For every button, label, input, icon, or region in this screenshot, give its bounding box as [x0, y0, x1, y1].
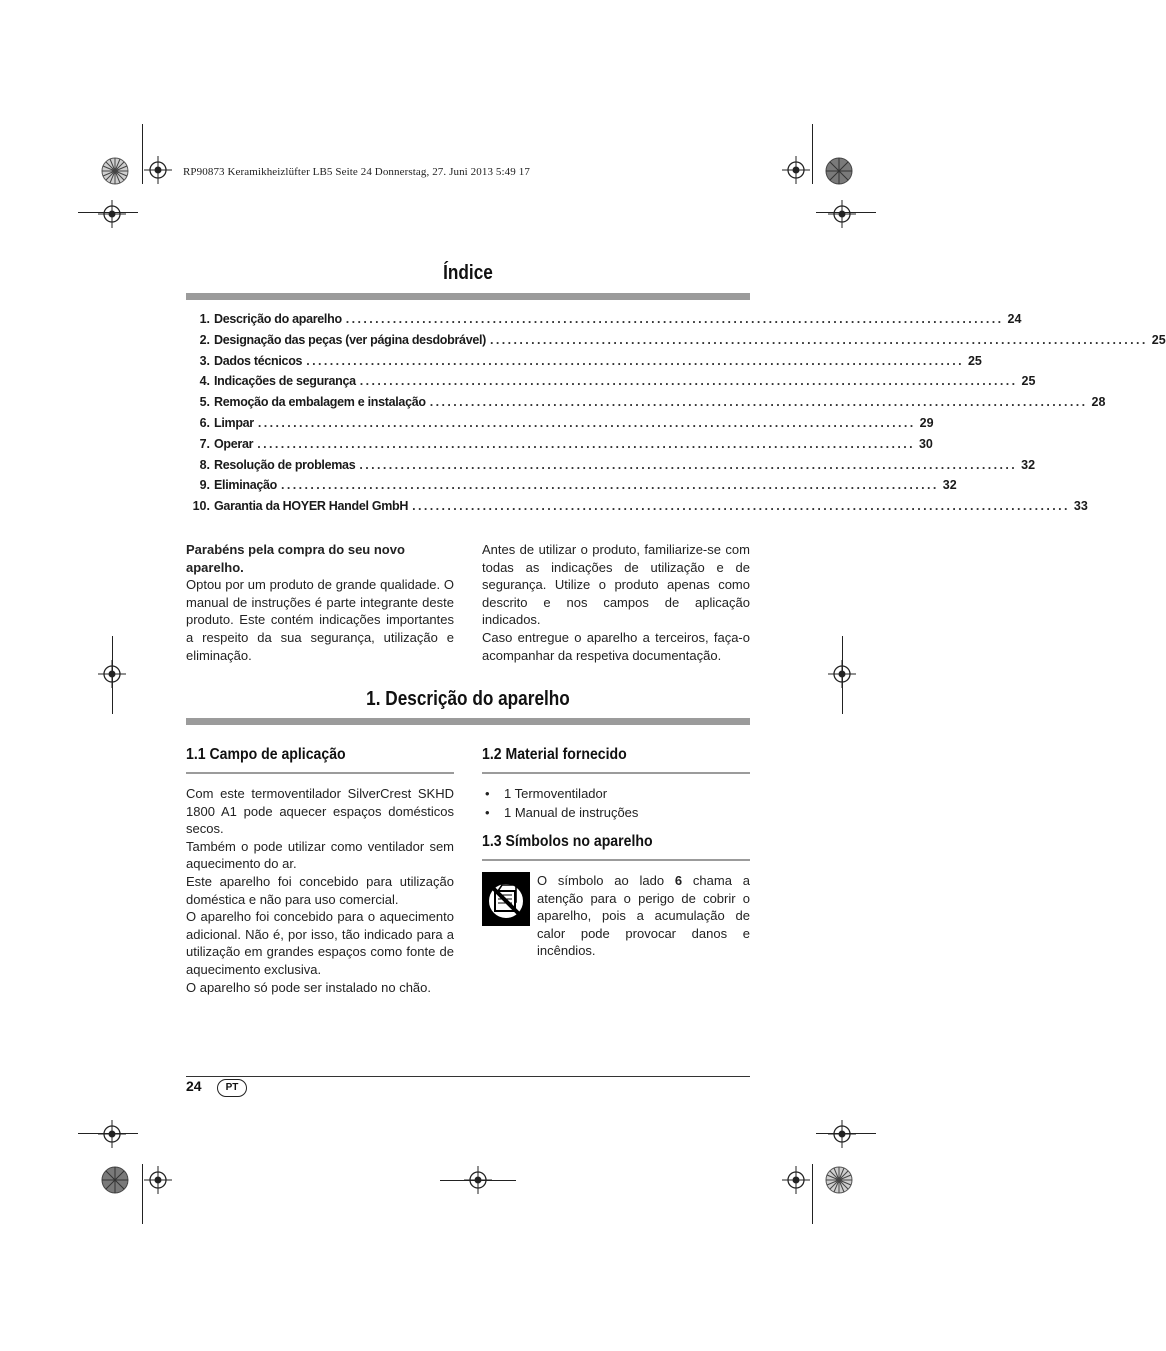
registration-target-icon [828, 1120, 856, 1148]
toc-entry[interactable]: 1. Descrição do aparelho ................................................................................................................ 24 [199, 312, 1022, 326]
language-badge: PT [217, 1079, 247, 1097]
index-title: Índice [443, 262, 493, 284]
registration-target-icon [98, 660, 126, 688]
intro-paragraph: Caso entregue o aparelho a terceiros, faça-o acompanhar da respetiva documentação. [482, 629, 750, 663]
crop-mark [812, 1164, 813, 1224]
registration-target-icon [144, 156, 172, 184]
crop-mark [812, 124, 813, 184]
color-star-target-icon [825, 157, 853, 185]
toc-entry[interactable]: 6. Limpar ................................................................................................................ 29 [199, 415, 934, 430]
intro-left-column [186, 541, 454, 664]
supplied-items-list [482, 784, 750, 822]
subsection-title: 1.1 Campo de aplicação [186, 746, 346, 763]
registration-target-icon [782, 156, 810, 184]
section-title: 1. Descrição do aparelho [366, 688, 570, 710]
color-star-target-icon [825, 1166, 853, 1194]
subsection-rule [482, 772, 750, 774]
registration-target-icon [828, 200, 856, 228]
toc-entry[interactable]: 9. Eliminação ................................................................................................................ 32 [199, 478, 957, 493]
part-number: 6 [674, 873, 683, 888]
registration-target-icon [144, 1166, 172, 1194]
registration-target-icon [828, 660, 856, 688]
toc-entry[interactable]: 5. Remoção da embalagem e instalação ................................................................................................................ 28 [199, 395, 1106, 410]
usage-text: Com este termoventilador SilverCrest SKHD 1800 A1 pode aquecer espaços domésticos secos. Também o pode utilizar como ventilador sem aquecimento do ar. Este aparelho foi concebido para utilização doméstica e não para uso comercial. O aparelho foi concebido para o aquecimento adicional. Não é, por isso, tão indicado para a utilização em grandes espaços como fonte de aquecimento exclusiva. O aparelho só pode ser instalado no chão. [186, 786, 454, 995]
list-item: • 1 Manual de instruções [482, 803, 750, 822]
intro-heading: Parabéns pela compra do seu novo aparelho. [186, 542, 405, 575]
subsection-title: 1.2 Material fornecido [482, 746, 627, 763]
toc-entry[interactable]: 3. Dados técnicos ................................................................................................................ 25 [199, 353, 982, 368]
registration-target-icon [464, 1166, 492, 1194]
print-slug-header: RP90873 Keramikheizlüfter LB5 Seite 24 Donnerstag, 27. Juni 2013 5:49 17 [183, 166, 530, 178]
crop-mark [142, 124, 143, 184]
subsection-title: 1.3 Símbolos no aparelho [482, 833, 653, 850]
registration-target-icon [98, 200, 126, 228]
do-not-cover-icon [482, 872, 530, 926]
toc-entry[interactable]: 2. Designação das peças (ver página desdobrável) ................................................................................................................ 25 [199, 332, 1166, 347]
intro-paragraph: Antes de utilizar o produto, familiarize-se com todas as indicações de utilização e de segurança. Utilize o produto apenas como descrito e nos campos de aplicação indicados. [482, 542, 750, 628]
table-of-contents [186, 312, 1166, 520]
footer-rule [186, 1076, 750, 1077]
symbol-description: O símbolo ao lado 6 chama a atenção para o perigo de cobrir o aparelho, pois a acumulação de calor pode provocar danos e incêndios. [537, 873, 750, 959]
color-star-target-icon [101, 1166, 129, 1194]
list-item: • 1 Termoventilador [482, 784, 750, 803]
toc-entry[interactable]: 7. Operar ................................................................................................................ 30 [199, 436, 933, 451]
registration-target-icon [782, 1166, 810, 1194]
index-title-rule [186, 293, 750, 300]
toc-entry[interactable]: 8. Resolução de problemas ................................................................................................................ 32 [199, 457, 1036, 472]
subsection-rule [186, 772, 454, 774]
intro-right-column [482, 541, 750, 664]
registration-target-icon [98, 1120, 126, 1148]
intro-paragraph: Optou por um produto de grande qualidade. O manual de instruções é parte integrante deste produto. Este contém indicações importantes a respeito da sua segurança, utilização e eliminação. [186, 577, 454, 663]
toc-entry[interactable]: 4. Indicações de segurança ................................................................................................................ 25 [199, 374, 1036, 389]
subsection-rule [482, 859, 750, 861]
crop-mark [142, 1164, 143, 1224]
section-title-rule [186, 718, 750, 725]
toc-entry[interactable]: 10. Garantia da HOYER Handel GmbH ................................................................................................................ 33 [192, 499, 1088, 514]
color-star-target-icon [101, 157, 129, 185]
page-number: 24 [186, 1078, 202, 1094]
